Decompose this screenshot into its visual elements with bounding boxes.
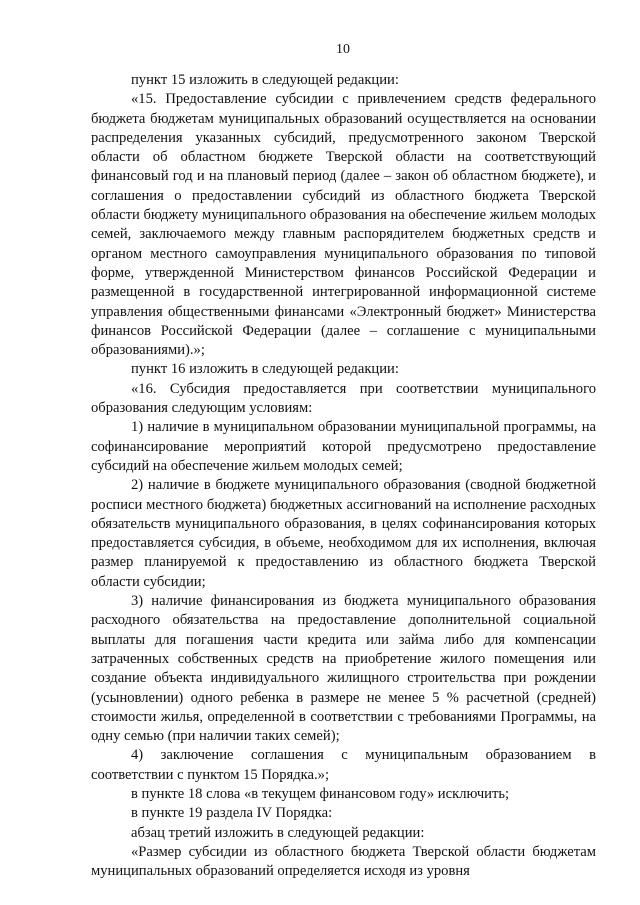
paragraph-condition-1: 1) наличие в муниципальном образовании муниципальной программы, на софинансирование мероприятий которой предусмотрено предоставление субсидий на обеспечение жильем молодых семей; xyxy=(91,419,596,474)
paragraph-condition-3: 3) наличие финансирования из бюджета муниципального образования расходного обязательства на предоставление дополнительной социальной выплаты для погашения части кредита или займа либо для компенсации затраченных собственных средств на приобретение жилого помещения или создание объекта индивидуального жилищного строительства при рождении (усыновлении) одного ребенка в размере не менее 5 % расчетной (средней) стоимости жилья, определенной в соответствии с требованиями Программы, на одну семью (при наличии таких семей); xyxy=(91,593,596,745)
paragraph-condition-2: 2) наличие в бюджете муниципального образования (сводной бюджетной росписи местного бюджета) бюджетных ассигнований на исполнение расходных обязательств муниципального образования, в целях софинансирования которых предоставляется субсидия, в объеме, необходимом для их исполнения, включая размер планируемой к предоставлению из областного бюджета Тверской области субсидии; xyxy=(91,477,596,590)
document-body xyxy=(91,71,596,881)
paragraph-condition-4: 4) заключение соглашения с муниципальным образованием в соответствии с пунктом 15 Порядка.»; xyxy=(91,747,596,783)
paragraph-item-15: «15. Предоставление субсидии с привлечением средств федерального бюджета бюджетам муниципальных образований осуществляется на основании распределения указанных субсидий, предусмотренного законом Тверской области об областном бюджете Тверской области на соответствующий финансовый год и на плановый период (далее – закон об областном бюджете), и соглашения о предоставлении субсидий из областного бюджета Тверской области бюджету муниципального образования на обеспечение жильем молодых семей, заключаемого между главным распорядителем бюджетных средств и органом местного самоуправления муниципального образования по типовой форме, утвержденной Министерством финансов Российской Федерации и размещенной в государственной интегрированной информационной системе управления общественными финансами «Электронный бюджет» Министерства финансов Российской Федерации (далее – соглашение с муниципальными образованиями).»; xyxy=(91,91,596,359)
paragraph-item-18: в пункте 18 слова «в текущем финансовом году» исключить; xyxy=(131,785,510,802)
paragraph-abzac-3: абзац третий изложить в следующей редакции: xyxy=(131,824,425,841)
page-number: 10 xyxy=(336,42,350,57)
paragraph-subsidy-size: «Размер субсидии из областного бюджета Тверской области бюджетам муниципальных образований определяется исходя из уровня xyxy=(91,843,596,880)
paragraph-item-15-intro: пункт 15 изложить в следующей редакции: xyxy=(131,72,399,88)
paragraph-item-19: в пункте 19 раздела IV Порядка: xyxy=(131,805,333,822)
paragraph-item-16-intro: пункт 16 изложить в следующей редакции: xyxy=(131,361,399,378)
paragraph-item-16: «16. Субсидия предоставляется при соответствии муниципального образования следующим условиям: xyxy=(91,380,596,417)
